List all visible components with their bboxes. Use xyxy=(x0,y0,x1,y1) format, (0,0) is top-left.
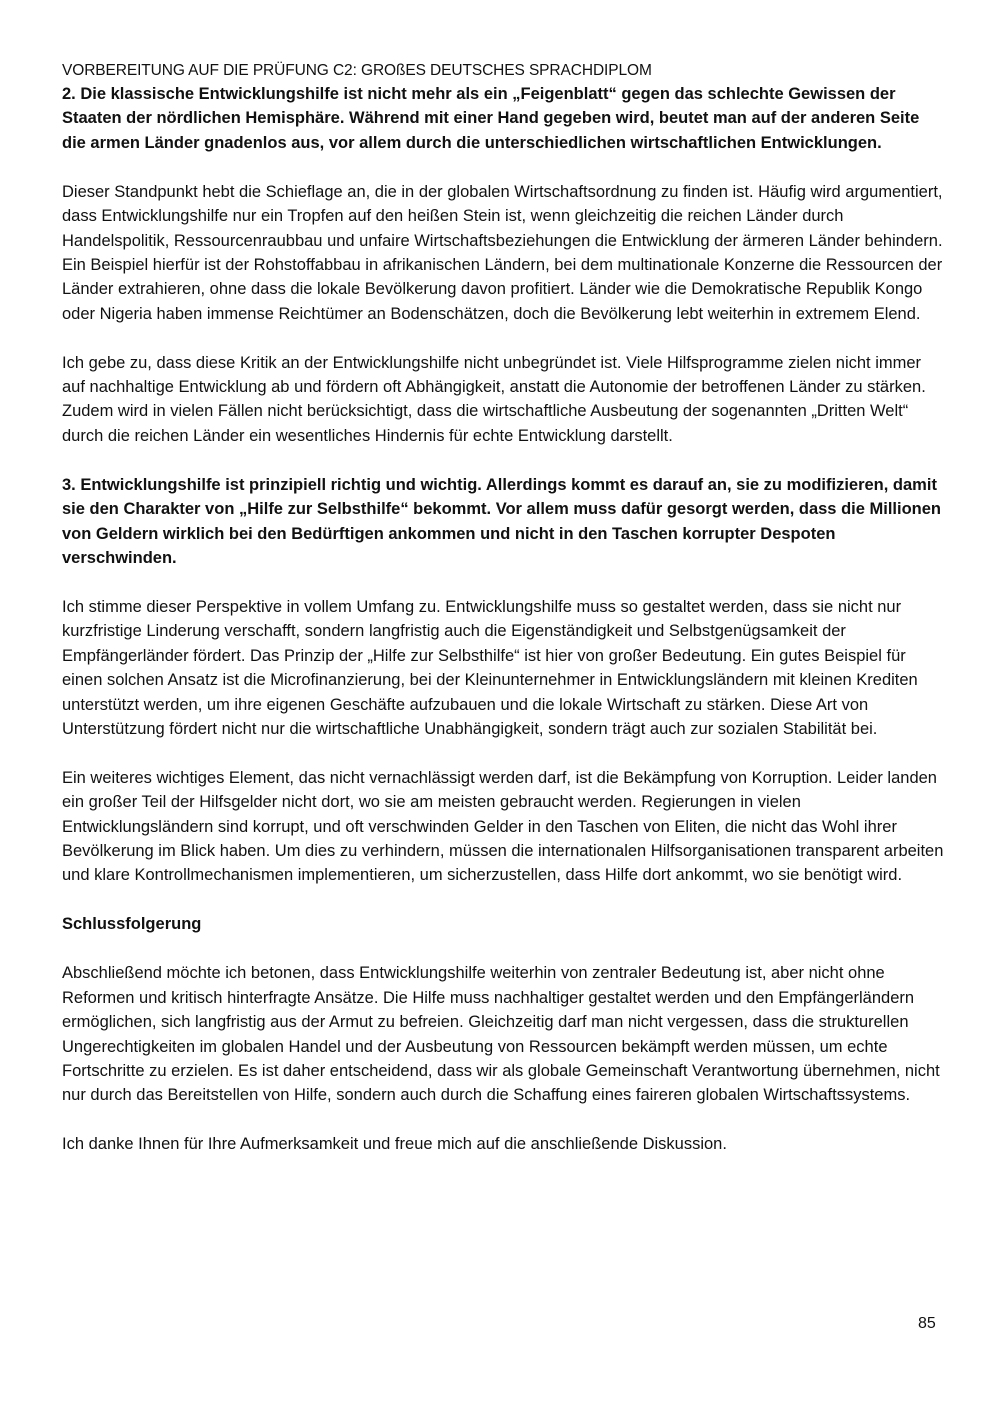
document-header: VORBEREITUNG AUF DIE PRÜFUNG C2: GROßES DEUTSCHES SPRACHDIPLOM xyxy=(62,62,652,79)
conclusion-paragraph-1: Abschließend möchte ich betonen, dass Entwicklungshilfe weiterhin von zentraler Bedeutung ist, aber nicht ohne Reformen und kritisch hinterfragte Ansätze. Die Hilfe muss nachhaltiger gestaltet werden und den Empfängerländern ermöglichen, sich langfristig aus der Armut zu befreien. Gleichzeitig darf man nicht vergessen, dass die strukturellen Ungerechtigkeiten im globalen Handel und der Ausbeutung von Ressourcen bekämpft werden müssen, um echte Fortschritte zu erzielen. Es ist daher entscheidend, dass wir als globale Gemeinschaft Verantwortung übernehmen, nicht nur durch das Bereitstellen von Hilfe, sondern auch durch die Schaffung eines faireren globalen Wirtschaftssystems. xyxy=(62,964,940,1105)
statement-3: 3. Entwicklungshilfe ist prinzipiell richtig und wichtig. Allerdings kommt es darauf an, sie zu modifizieren, damit sie den Charakter von „Hilfe zur Selbsthilfe“ bekommt. Vor allem muss dafür gesorgt werden, dass die Millionen von Geldern wirklich bei den Bedürftigen ankommen und nicht in den Taschen korrupter Despoten verschwinden. xyxy=(62,475,941,567)
page-number: 85 xyxy=(918,1315,936,1332)
paragraph-3-2: Ein weiteres wichtiges Element, das nicht vernachlässigt werden darf, ist die Bekämpfung von Korruption. Leider landen ein großer Teil der Hilfsgelder nicht dort, wo sie am meisten gebraucht werden. Regierungen in vielen Entwicklungsländern sind korrupt, und oft verschwinden Gelder in den Taschen von Eliten, die nicht das Wohl ihrer Bevölkerung im Blick haben. Um dies zu verhindern, müssen die internationalen Hilfsorganisationen transparent arbeiten und klare Kontrollmechanismen implementieren, um sicherzustellen, dass Hilfe dort ankommt, wo sie benötigt wird. xyxy=(62,768,944,885)
document-page xyxy=(62,60,946,1181)
conclusion-heading: Schlussfolgerung xyxy=(62,915,202,934)
conclusion-paragraph-2: Ich danke Ihnen für Ihre Aufmerksamkeit und freue mich auf die anschließende Diskussion. xyxy=(62,1135,727,1154)
paragraph-2-2: Ich gebe zu, dass diese Kritik an der Entwicklungshilfe nicht unbegründet ist. Viele Hilfsprogramme zielen nicht immer auf nachhaltige Entwicklung ab und fördern oft Abhängigkeit, anstatt die Autonomie der betroffenen Länder zu stärken. Zudem wird in vielen Fällen nicht berücksichtigt, dass die wirtschaftliche Ausbeutung der sogenannten „Dritten Welt“ durch die reichen Länder ein wesentliches Hindernis für echte Entwicklung darstellt. xyxy=(62,353,926,445)
statement-2: 2. Die klassische Entwicklungshilfe ist nicht mehr als ein „Feigenblatt“ gegen das schlechte Gewissen der Staaten der nördlichen Hemisphäre. Während mit einer Hand gegeben wird, beutet man auf der anderen Seite die armen Länder gnadenlos aus, vor allem durch die unterschiedlichen wirtschaftlichen Entwicklungen. xyxy=(62,85,920,152)
paragraph-2-1: Dieser Standpunkt hebt die Schieflage an, die in der globalen Wirtschaftsordnung zu finden ist. Häufig wird argumentiert, dass Entwicklungshilfe nur ein Tropfen auf den heißen Stein ist, wenn gleichzeitig die reichen Länder durch Handelspolitik, Ressourcenraubbau und unfaire Wirtschaftsbeziehungen die Entwicklung der ärmeren Länder behindern. Ein Beispiel hierfür ist der Rohstoffabbau in afrikanischen Ländern, bei dem multinationale Konzerne die Ressourcen der Länder extrahieren, ohne dass die lokale Bevölkerung davon profitiert. Länder wie die Demokratische Republik Kongo oder Nigeria haben immense Reichtümer an Bodenschätzen, doch die Bevölkerung lebt weiterhin in extremem Elend. xyxy=(62,182,943,323)
paragraph-3-1: Ich stimme dieser Perspektive in vollem Umfang zu. Entwicklungshilfe muss so gestaltet werden, dass sie nicht nur kurzfristige Linderung verschafft, sondern langfristig auch die Eigenständigkeit und Selbstgenügsamkeit der Empfängerländer fördert. Das Prinzip der „Hilfe zur Selbsthilfe“ ist hier von großer Bedeutung. Ein gutes Beispiel für einen solchen Ansatz ist die Microfinanzierung, bei der Kleinunternehmer in Entwicklungsländern mit kleinen Krediten unterstützt werden, um ihre eigenen Geschäfte aufzubauen und die lokale Wirtschaft zu stärken. Diese Art von Unterstützung fördert nicht nur die wirtschaftliche Unabhängigkeit, sondern trägt auch zur sozialen Stabilität bei. xyxy=(62,597,918,738)
